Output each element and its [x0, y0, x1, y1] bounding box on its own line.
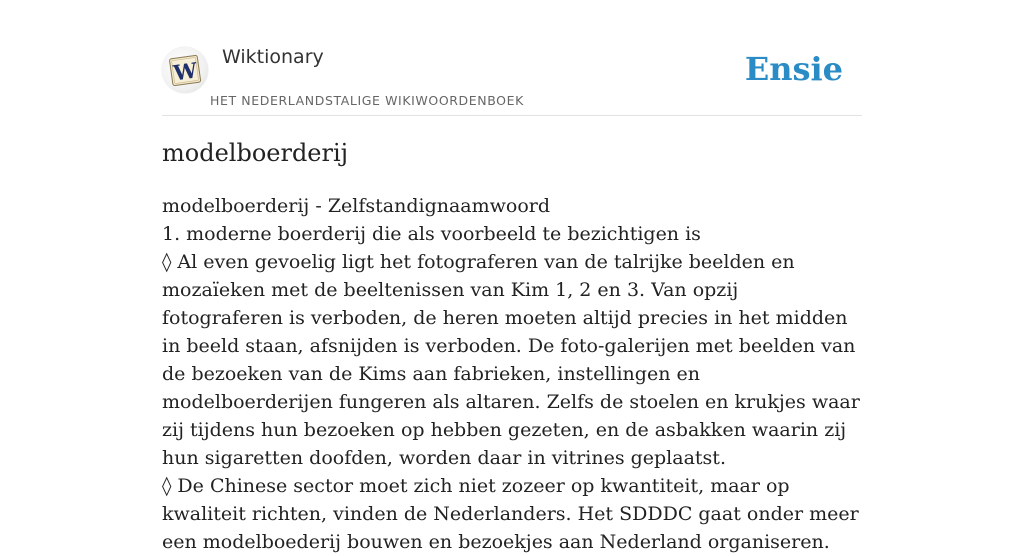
example-2: ◊ De Chinese sector moet zich niet zozeer op kwantiteit, maar op kwaliteit richten, vinden de Nederlanders. Het SDDDC gaat onder meer een modelboederij bouwen en bezoekjes aan Nederland organiseren. — [162, 475, 859, 553]
example-1: ◊ Al even gevoelig ligt het fotograferen van de talrijke beelden en mozaïeken met de beeltenissen van Kim 1, 2 en 3. Van opzij fotograferen is verboden, de heren moeten altijd precies in het midden in beeld staan, afsnijden is verboden. De foto-galerijen met beelden van de bezoeken van de Kims aan fabrieken, instellingen en modelboerderijen fungeren als altaren. Zelfs de stoelen en krukjes waar zij tijdens hun bezoeken op hebben gezeten, en de asbakken waarin zij hun sigaretten doofden, worden daar in vitrines geplaatst. — [162, 251, 860, 469]
header-divider — [162, 115, 862, 116]
site-name[interactable]: Wiktionary — [222, 46, 324, 68]
headword-line: modelboerderij - Zelfstandignaamwoord — [162, 195, 551, 217]
page-title: modelboerderij — [162, 139, 349, 167]
definition: 1. moderne boerderij die als voorbeeld te bezichtigen is — [162, 223, 701, 245]
wiktionary-logo[interactable] — [162, 47, 208, 93]
entry-content — [162, 192, 862, 556]
site-tagline: HET NEDERLANDSTALIGE WIKIWOORDENBOEK — [210, 93, 524, 108]
ensie-brand-link[interactable]: Ensie — [744, 50, 843, 88]
wiktionary-logo-icon — [162, 47, 208, 93]
svg-text:W: W — [171, 57, 199, 86]
